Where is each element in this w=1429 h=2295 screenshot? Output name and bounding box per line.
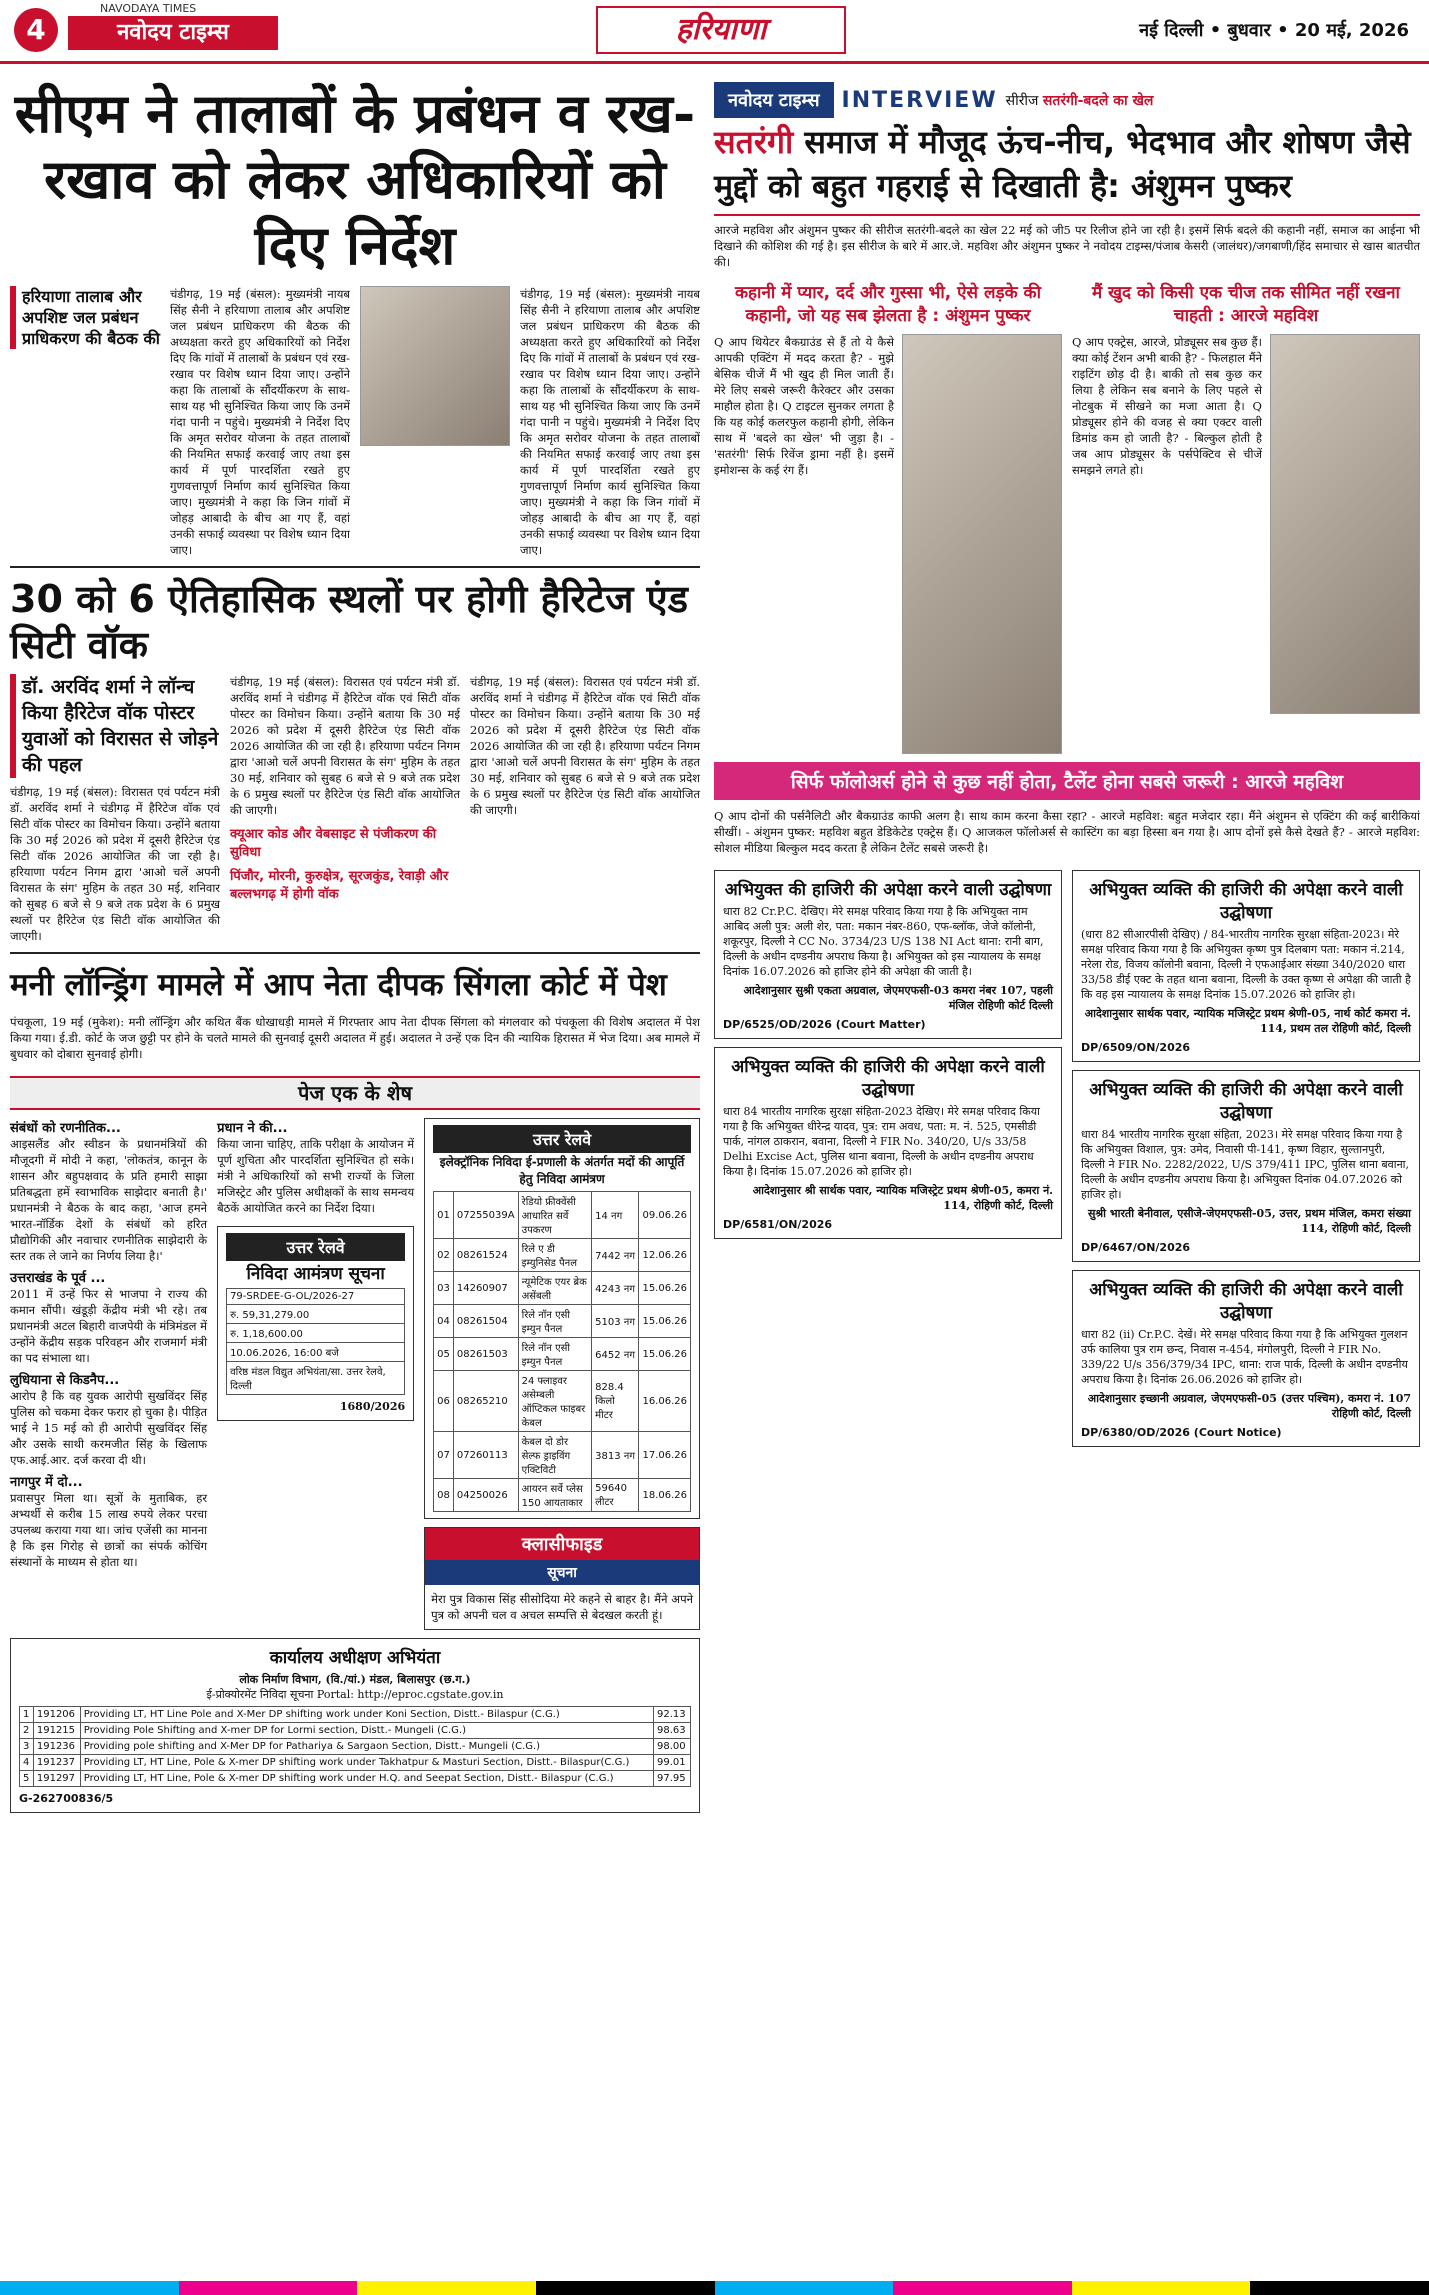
tender-title: निविदा आमंत्रण सूचना (246, 1264, 385, 1284)
court1-sig: आदेशानुसार सार्थक पवार, न्यायिक मजिस्ट्रेट प्रथम श्रेणी-05, नार्थ कोर्ट कमरा नं. 114, प्रथम तल रोहिणी कोर्ट, दिल्ली (1084, 1007, 1411, 1035)
ee-head: कार्यालय अधीक्षण अभियंता (269, 1648, 441, 1668)
cm-photo (360, 286, 510, 446)
interview-series (1006, 91, 1154, 110)
rail-tender-no: 14260907 (453, 1272, 518, 1305)
court5-body: धारा 82 (ii) Cr.P.C. देखें। मेरे समक्ष परिवाद किया गया है कि अभियुक्त गुलशन उर्फ कालिया पुत्र राम छन्द, निवास न-454, मंगोलपुरी, दिल्ली ने FIR No. 339/22 U/s 356/379/34 IPC, थाना: राज पार्क, दिल्ली के अधीन दण्डनीय अपराध किया है। दिनांक 26.06.2026 को हाजिर हो। (1081, 1328, 1408, 1386)
ee-cost: 98.00 (654, 1739, 691, 1755)
qa-bottom: Q आप दोनों की पर्सनैलिटी और बैकग्राउंड काफी अलग है। साथ काम करना कैसा रहा? - आरजे महविश: बहुत मजेदार रहा। मैंने अंशुमन से एक्टिंग की कई बारीकियां सीखीं। - अंशुमन पुष्कर: महविश बहुत डेडिकेटेड एक्ट्रेस हैं। Q आजकल फॉलोअर्स से कास्टिंग का बड़ा हिस्सा बन गया है। आप दोनों इसे कैसे देखते हैं? - आरजे महविश: सोशल मीडिया बिल्कुल मदद करता है लेकिन टैलेंट सबसे जरूरी है। (714, 809, 1420, 855)
rail-desc: रिले नॉन एसी इम्युन पैनल (518, 1338, 592, 1371)
table-row (434, 1371, 691, 1432)
rail-qty: 3813 नग (592, 1432, 639, 1479)
reg-cyan (0, 2281, 179, 2295)
rail-desc: केबल दो डोर सेल्फ ड्राइविंग एक्टिविटी (518, 1432, 592, 1479)
reg-magenta (179, 2281, 358, 2295)
tender-notice (217, 1226, 414, 1421)
ee-work: Providing LT, HT Line, Pole & X-mer DP shifting work under H.Q. and Seepat Section, Distt.- Bilaspur (C.G.) (80, 1771, 653, 1787)
table-row (20, 1739, 691, 1755)
classified-sub: सूचना (425, 1560, 699, 1585)
court-notice-4 (714, 1047, 1062, 1239)
table-row (20, 1771, 691, 1787)
table-row (434, 1239, 691, 1272)
rail-sn: 04 (434, 1305, 454, 1338)
ee-table (19, 1706, 691, 1787)
interview-headline (714, 120, 1420, 216)
rail-tender-no: 07255039A (453, 1192, 518, 1239)
court5-title: अभियुक्त व्यक्ति की हाजिरी की अपेक्षा करने वाली उद्घोषणा (1089, 1280, 1403, 1323)
ee-tender-id: 191236 (33, 1739, 80, 1755)
tender-code: 1680/2026 (339, 1400, 406, 1413)
rail-sn: 02 (434, 1239, 454, 1272)
cont-title-3: लुधियाना से किडनैप... (10, 1373, 120, 1388)
ee-tender-id: 191297 (33, 1771, 80, 1787)
story-heritage-headline: 30 को 6 ऐतिहासिक स्थलों पर होगी हैरिटेज एंड सिटी वॉक (10, 577, 688, 667)
court3-title: अभियुक्त व्यक्ति की हाजिरी की अपेक्षा करने वाली उद्घोषणा (1089, 1080, 1403, 1123)
ee-code: G-262700836/5 (19, 1792, 114, 1805)
right-qa-head-a: मैं खुद को किसी एक चीज तक सीमित नहीं रखना चाहती : (1092, 283, 1400, 326)
registration-marks (0, 2281, 1429, 2295)
ee-cost: 92.13 (654, 1707, 691, 1723)
court2-ref: DP/6525/OD/2026 (Court Matter) (723, 1018, 926, 1031)
court1-body: (धारा 82 सीआरपीसी देखिए) / 84-भारतीय नागरिक सुरक्षा संहिता-2023। मेरे समक्ष परिवाद किया गया है कि अभियुक्त कृष्ण पुत्र दिलबाग पता: मकान नं.214, नरेला रोड, विजय कॉलोनी बवाना, दिल्ली ने एफआईआर संख्या 340/2020 धारा 33/58 डीई एक्ट के तहत थाना बवाना, दिल्ली के उक्त कृष्ण से अपेक्षा की जाती है कि वह इस न्यायालय के समक्ष दिनांक 15.07.2026 को हाजिर हो। (1081, 928, 1411, 1001)
court-notice-3 (1072, 1070, 1420, 1262)
left-qa-head-b: अंशुमन पुष्कर (945, 306, 1031, 326)
story-money-laundering (10, 962, 700, 1062)
reg-magenta (893, 2281, 1072, 2295)
right-qa-body: Q आप एक्ट्रेस, आरजे, प्रोड्यूसर सब कुछ हैं। क्या कोई टेंशन अभी बाकी है? - फिलहाल मैंने राइटिंग छोड़ दी है। बाकी तो सब कुछ कर लिया है लेकिन सब बनाने के लिए पहले से नोटबुक में सीखने का मजा आता है। Q प्रोड्यूसर होने की वजह से क्या एक्टर वाली डिमांड कम हो जाती है? - बिल्कुल होती है जब आप प्रोड्यूसर के पर्सपेक्टिव से चीजें समझने लगते हो। (1072, 335, 1262, 477)
rail-date: 09.06.26 (639, 1192, 691, 1239)
dateline: नई दिल्ली • बुधवार • 20 मई, 2026 (1139, 20, 1409, 41)
story-heritage-body-2: चंडीगढ़, 19 मई (बंसल): विरासत एवं पर्यटन मंत्री डॉ. अरविंद शर्मा ने चंडीगढ़ में हैरिटेज वॉक एवं सिटी वॉक पोस्टर का विमोचन किया। उन्होंने बताया कि 30 मई 2026 को प्रदेश में दूसरी हैरिटेज एंड सिटी वॉक 2026 आयोजित की जा रही है। हरियाणा पर्यटन निगम द्वारा 'आओ चलें अपनी विरासत के संग' मुहिम के तहत 30 मई, शनिवार को सुबह 6 बजे से 9 बजे तक प्रदेश के 6 प्रमुख स्थलों पर हैरिटेज एंड सिटी वॉक आयोजित की जाएगी। (230, 675, 460, 817)
interview-bar (714, 80, 1420, 120)
story-ponds-body: चंडीगढ़, 19 मई (बंसल): मुख्यमंत्री नायब सिंह सैनी ने हरियाणा तालाब और अपशिष्ट जल प्रबंधन प्राधिकरण की बैठक की अध्यक्षता करते हुए अधिकारियों को निर्देश दिए कि गांवों में तालाबों के प्रबंधन एवं रख-रखाव पर विशेष ध्यान दिया जाए। उन्होंने कहा कि तालाबों के सौंदर्यीकरण के साथ-साथ यह भी सुनिश्चित किया जाए कि उनमें गंदा पानी न पहुंचे। मुख्यमंत्री ने निर्देश दिए कि अमृत सरोवर योजना के तहत तालाबों की नियमित सफाई करवाई जाए तथा इस कार्य में पूर्ण पारदर्शिता रखते हुए गुणवत्तापूर्ण निर्माण कार्य सुनिश्चित किया जाए। मुख्यमंत्री ने कहा कि जिन गांवों में जोहड़ आबादी के बीच आ गए हैं, वहां उनकी सफाई व्यवस्था पर विशेष ध्यान दिया जाए। (170, 287, 350, 557)
ee-sn: 4 (20, 1755, 34, 1771)
ee-work: Providing pole shifting and X-Mer DP for Pathariya & Sargaon Section, Distt.- Mungeli (C.G.) (80, 1739, 653, 1755)
court3-sig: सुश्री भारती बेनीवाल, एसीजे-जेएमएफसी-05, उत्तर, प्रथम मंजिल, कमरा संख्या 114, रोहिणी कोर्ट, दिल्ली (1087, 1207, 1411, 1235)
ee-tender-id: 191237 (33, 1755, 80, 1771)
ee-tender-id: 191206 (33, 1707, 80, 1723)
table-row (434, 1432, 691, 1479)
interview-word: INTERVIEW (841, 87, 998, 113)
right-column (714, 80, 1420, 1447)
rail-date: 12.06.26 (639, 1239, 691, 1272)
court-notice-1 (1072, 870, 1420, 1062)
reg-yellow (357, 2281, 536, 2295)
rail-desc: न्यूमेटिक एयर ब्रेक असेंबली (518, 1272, 592, 1305)
divider (10, 952, 700, 954)
actress-photo (1270, 334, 1420, 714)
tender-rail-head: उत्तर रेलवे (226, 1233, 405, 1261)
story-heritage (10, 576, 700, 944)
court5-ref: DP/6380/OD/2026 (Court Notice) (1081, 1426, 1282, 1439)
court2-sig: आदेशानुसार सुश्री एकता अग्रवाल, जेएमएफसी-03 कमरा नंबर 107, पहली मंजिल रोहिणी कोर्ट दिल्ली (743, 984, 1053, 1012)
tender-amount: रु. 59,31,279.00 (227, 1305, 405, 1324)
court4-sig: आदेशानुसार श्री सार्थक पवार, न्यायिक मजिस्ट्रेट प्रथम श्रेणी-05, कमरा नं. 114, रोहिणी कोर्ट, दिल्ली (752, 1184, 1053, 1212)
rail-qty: 5103 नग (592, 1305, 639, 1338)
court4-body: धारा 84 भारतीय नागरिक सुरक्षा संहिता-2023 देखिए। मेरे समक्ष परिवाद किया गया है कि अभियुक्त धीरेन्द्र यादव, पुत्र: राम अवध, पता: म. नं. 525, एमसीडी पार्क, नांगल ठाकरान, बवाना, दिल्ली ने FIR No. 340/20, U/s 33/58 Delhi Excise Act, पुलिस थाना बवाना, दिल्ली के अधीन दण्डनीय अपराध किया है। दिनांक 15.07.2026 को हाजिर हो। (723, 1105, 1040, 1178)
rail-qty: 7442 नग (592, 1239, 639, 1272)
interview-intro: आरजे महविश और अंशुमन पुष्कर की सीरीज सतरंगी-बदले का खेल 22 मई को जी5 पर रिलीज होने जा रही है। इसमें सिर्फ बदले की कहानी नहीं, समाज का आईना भी दिखाने की कोशिश की गई है। इस सीरीज के बारे में आर.जे. महविश और अंशुमन पुष्कर ने नवोदय टाइम्स/पंजाब केसरी (जालंधर)/जगबाणी/हिंद समाचार से खास बातचीत की। (714, 223, 1420, 269)
rail-desc: 24 फ्लाइवर असेम्बली ऑप्टिकल फाइबर केबल (518, 1371, 592, 1432)
rail-desc: रिले नॉन एसी इम्युन पैनल (518, 1305, 592, 1338)
rail-tender-no: 08261504 (453, 1305, 518, 1338)
rail-table (433, 1191, 691, 1512)
series-name: सतरंगी-बदले का खेल (1042, 92, 1154, 109)
actor-photo (902, 334, 1062, 754)
tender-no: 79-SRDEE-G-OL/2026-27 (227, 1289, 405, 1305)
court1-title: अभियुक्त व्यक्ति की हाजिरी की अपेक्षा करने वाली उद्घोषणा (1089, 880, 1403, 923)
rail-tender-no: 07260113 (453, 1432, 518, 1479)
ee-work: Providing LT, HT Line Pole and X-Mer DP shifting work under Koni Section, Distt.- Bilaspur (C.G.) (80, 1707, 653, 1723)
rail-qty: 59640 लीटर (592, 1479, 639, 1512)
reg-cyan (715, 2281, 894, 2295)
table-row (434, 1192, 691, 1239)
ee-cost: 98.63 (654, 1723, 691, 1739)
pink-bar: सिर्फ फॉलोअर्स होने से कुछ नहीं होता, टैलेंट होना सबसे जरूरी : आरजे महविश (714, 762, 1420, 800)
interview-tag: नवोदय टाइम्स (714, 82, 834, 118)
court4-title: अभियुक्त व्यक्ति की हाजिरी की अपेक्षा करने वाली उद्घोषणा (731, 1057, 1045, 1100)
cont-title-5: प्रधान ने की... (217, 1121, 288, 1136)
rail-qty: 14 नग (592, 1192, 639, 1239)
classified-title: क्लासीफाइड (425, 1528, 699, 1560)
rail-desc: रिले ए डी इम्युनिसेड पैनल (518, 1239, 592, 1272)
cont-title-4: नागपुर में दो... (10, 1475, 83, 1490)
story-ml-headline: मनी लॉन्ड्रिंग मामले में आप नेता दीपक सिंगला कोर्ट में पेश (10, 967, 667, 1003)
rail-sn: 08 (434, 1479, 454, 1512)
page-number: 4 (14, 8, 58, 52)
ee-cost: 97.95 (654, 1771, 691, 1787)
court3-body: धारा 84 भारतीय नागरिक सुरक्षा संहिता, 2023। मेरे समक्ष परिवाद किया गया है कि अभियुक्त विशाल, पुत्र: उमेद, निवासी पी-141, कृष्ण विहार, सुल्तानपुरी, दिल्ली ने FIR No. 2282/2022, U/S 379/411 IPC, पुलिस थाना बवाना, दिल्ली के अधीन दण्डनीय अपराध किया है। अभियुक्त दिनांक 04.07.2026 को हाजिर हो। (1081, 1128, 1410, 1201)
left-qa-body: Q आप थियेटर बैकग्राउंड से हैं तो ये कैसे आपकी एक्टिंग में मदद करता है? - मुझे बेसिक चीजें मैं भी खुद ही मिल जाती हैं। मेरे लिए सबसे जरूरी कैरेक्टर और उसका माहौल होता है। Q टाइटल सुनकर लगता है कि यह कोई कलरफुल कहानी होगी, लेकिन साथ में 'बदले का खेल' भी जुड़ा है। - 'सतरंगी' सिर्फ रिवेंज ड्रामा नहीं है। इसमें इमोशन्स के कई रंग हैं। (714, 335, 894, 477)
cont-body-4: प्रवासपुर मिला था। सूत्रों के मुताबिक, हर अभ्यर्थी से करीब 15 लाख रुपये लेकर परचा उपलब्ध कराया गया था। जांच एजेंसी का मानना है कि इस गिरोह से छात्रों का संपर्क कोचिंग संस्थानों के माध्यम से होता था। (10, 1491, 208, 1569)
story-ml-body: पंचकूला, 19 मई (मुकेश): मनी लॉन्ड्रिंग और कथित बैंक धोखाधड़ी मामले में गिरफ्तार आप नेता दीपक सिंगला को मंगलवार को पंचकूला की विशेष अदालत में पेश किया गया। ई.डी. कोर्ट के जज छुट्टी पर होने के चलते मामले की सुनवाई दूसरी अदालत में हुई। अदालत ने उन्हें एक दिन की न्यायिक हिरासत में भेज दिया। अब मामले में बुधवार को दोबारा सुनवाई होगी। (10, 1015, 700, 1061)
story-ponds-kicker: हरियाणा तालाब और अपशिष्ट जल प्रबंधन प्राधिकरण की बैठक की (10, 286, 160, 349)
court-notice-2 (714, 870, 1062, 1039)
story-heritage-body-3: चंडीगढ़, 19 मई (बंसल): विरासत एवं पर्यटन मंत्री डॉ. अरविंद शर्मा ने चंडीगढ़ में हैरिटेज वॉक एवं सिटी वॉक पोस्टर का विमोचन किया। उन्होंने बताया कि 30 मई 2026 को प्रदेश में दूसरी हैरिटेज एंड सिटी वॉक 2026 आयोजित की जा रही है। हरियाणा पर्यटन निगम द्वारा 'आओ चलें अपनी विरासत के संग' मुहिम के तहत 30 मई, शनिवार को सुबह 6 बजे से 9 बजे तक प्रदेश के 6 प्रमुख स्थलों पर हैरिटेज एंड सिटी वॉक आयोजित की जाएगी। (470, 675, 700, 817)
court5-sig: आदेशानुसार इच्छानी अग्रवाल, जेएमएफसी-05 (उत्तर पश्चिम), कमरा नं. 107 रोहिणी कोर्ट, दिल्ली (1087, 1392, 1411, 1420)
story-ponds (10, 80, 700, 558)
rail-desc: आयरन सर्वे प्लेस 150 आयताकार (518, 1479, 592, 1512)
ee-sn: 3 (20, 1739, 34, 1755)
reg-black (536, 2281, 715, 2295)
ee-portal: ई-प्रोक्योरमेंट निविदा सूचना Portal: http://eproc.cgstate.gov.in (206, 1688, 504, 1701)
classified-box (424, 1527, 700, 1630)
classified-text: मेरा पुत्र विकास सिंह सीसोदिया मेरे कहने से बाहर है। मैंने अपने पुत्र को अपनी चल व अचल सम्पत्ति से बेदखल करती हूं। (431, 1592, 693, 1622)
brand-subtitle: NAVODAYA TIMES (100, 2, 197, 15)
continued-band: पेज एक के शेष (10, 1076, 700, 1110)
right-qa-head (1072, 282, 1420, 328)
story-heritage-body: चंडीगढ़, 19 मई (बंसल): विरासत एवं पर्यटन मंत्री डॉ. अरविंद शर्मा ने चंडीगढ़ में हैरिटेज वॉक एवं सिटी वॉक पोस्टर का विमोचन किया। उन्होंने बताया कि 30 मई 2026 को प्रदेश में दूसरी हैरिटेज एंड सिटी वॉक 2026 आयोजित की जा रही है। हरियाणा पर्यटन निगम द्वारा 'आओ चलें अपनी विरासत के संग' मुहिम के तहत 30 मई, शनिवार को सुबह 6 बजे से 9 बजे तक प्रदेश के 6 प्रमुख स्थलों पर हैरिटेज एंड सिटी वॉक आयोजित की जाएगी। (10, 785, 220, 943)
court2-title: अभियुक्त की हाजिरी की अपेक्षा करने वाली उद्घोषणा (724, 880, 1052, 900)
ee-work: Providing Pole Shifting and X-mer DP for Lormi section, Distt.- Mungeli (C.G.) (80, 1723, 653, 1739)
ee-work: Providing LT, HT Line, Pole & X-mer DP shifting work under Takhatpur & Masturi Section, Distt.- Bilaspur(C.G.) (80, 1755, 653, 1771)
rail-notice-head: उत्तर रेलवे (433, 1125, 691, 1153)
rail-tender-no: 04250026 (453, 1479, 518, 1512)
series-label: सीरीज (1005, 92, 1039, 109)
rail-qty: 6452 नग (592, 1338, 639, 1371)
story-ponds-body-cont: चंडीगढ़, 19 मई (बंसल): मुख्यमंत्री नायब सिंह सैनी ने हरियाणा तालाब और अपशिष्ट जल प्रबंधन प्राधिकरण की बैठक की अध्यक्षता करते हुए अधिकारियों को निर्देश दिए कि गांवों में तालाबों के प्रबंधन एवं रख-रखाव पर विशेष ध्यान दिया जाए। उन्होंने कहा कि तालाबों के सौंदर्यीकरण के साथ-साथ यह भी सुनिश्चित किया जाए कि उनमें गंदा पानी न पहुंचे। मुख्यमंत्री ने निर्देश दिए कि अमृत सरोवर योजना के तहत तालाबों की नियमित सफाई करवाई जाए तथा इस कार्य में पूर्ण पारदर्शिता रखते हुए गुणवत्तापूर्ण निर्माण कार्य सुनिश्चित किया जाए। मुख्यमंत्री ने कहा कि जिन गांवों में जोहड़ आबादी के बीच आ गए हैं, वहां उनकी सफाई व्यवस्था पर विशेष ध्यान दिया जाए। (520, 287, 700, 557)
table-row (434, 1305, 691, 1338)
rail-notice-title: इलेक्ट्रॉनिक निविदा ई-प्रणाली के अंतर्गत मदों की आपूर्ति हेतु निविदा आमंत्रण (439, 1155, 685, 1186)
ee-notice (10, 1638, 700, 1813)
story-ponds-headline: सीएम ने तालाबों के प्रबंधन व रख-रखाव को लेकर अधिकारियों को दिए निर्देश (14, 81, 696, 277)
left-qa-head (714, 282, 1062, 328)
cont-body-3: आरोप है कि वह युवक आरोपी सुखविंदर सिंह पुलिस को चकमा देकर फरार हो चुका है। पीड़ित भाई ने 15 मई को ही आरोपी सुखविंदर सिंह और उसके साथी करमजीत सिंह के खिलाफ एफ.आई.आर. दर्ज करवा दी थी। (10, 1389, 208, 1467)
story-heritage-kicker: डॉ. अरविंद शर्मा ने लॉन्च किया हैरिटेज वॉक पोस्टर युवाओं को विरासत से जोड़ने की पहल (10, 674, 220, 778)
court3-ref: DP/6467/ON/2026 (1081, 1241, 1191, 1254)
table-row (434, 1272, 691, 1305)
rail-desc: रेडियो फ्रीक्वेंसी आधारित सर्वे उपकरण (518, 1192, 592, 1239)
rail-sn: 06 (434, 1371, 454, 1432)
rail-sn: 03 (434, 1272, 454, 1305)
left-qa-head-a: कहानी में प्यार, दर्द और गुस्सा भी, ऐसे लड़के की कहानी, जो यह सब झेलता है : (734, 283, 1042, 326)
rail-notice (424, 1118, 700, 1519)
heritage-box-title: क्यूआर कोड और वेबसाइट से पंजीकरण की सुविधा (230, 827, 437, 860)
rail-sn: 01 (434, 1192, 454, 1239)
ee-cost: 99.01 (654, 1755, 691, 1771)
court1-ref: DP/6509/ON/2026 (1081, 1041, 1191, 1054)
rail-sn: 07 (434, 1432, 454, 1479)
rail-date: 18.06.26 (639, 1479, 691, 1512)
right-qa-head-b: आरजे महविश (1230, 306, 1319, 326)
ee-sn: 2 (20, 1723, 34, 1739)
court-notice-5 (1072, 1270, 1420, 1447)
tender-sig: वरिष्ठ मंडल विद्युत अभियंता/सा. उत्तर रेलवे, दिल्ली (227, 1362, 405, 1395)
rail-date: 15.06.26 (639, 1338, 691, 1371)
tender-date: 10.06.2026, 16:00 बजे (227, 1343, 405, 1362)
table-row (20, 1755, 691, 1771)
cont-title-2: उत्तराखंड के पूर्व ... (10, 1271, 106, 1286)
rail-date: 17.06.26 (639, 1432, 691, 1479)
heritage-cities: पिंजौर, मोरनी, कुरुक्षेत्र, सूरजकुंड, रेवाड़ी और बल्लभगढ़ में होगी वॉक (230, 869, 449, 902)
court2-body: धारा 82 Cr.P.C. देखिए। मेरे समक्ष परिवाद किया गया है कि अभियुक्त नाम आबिद अली पुत्र: अली शेर, पता: मकान नंबर-860, एफ-ब्लॉक, जेजे कॉलोनी, शकूरपुर, दिल्ली ने CC No. 3734/23 U/S 138 NI Act थाना: रानी बाग, दिल्ली के अधीन दण्डनीय अपराध किया है। अभियुक्त को इस न्यायालय के समक्ष दिनांक 16.07.2026 को हाजिर होने की अपेक्षा की जाती है। (723, 905, 1044, 978)
cont-title-1: संबंधों को रणनीतिक... (10, 1121, 121, 1136)
table-row (434, 1338, 691, 1371)
section-title: हरियाणा (596, 6, 846, 54)
reg-black (1250, 2281, 1429, 2295)
table-row (20, 1707, 691, 1723)
cont-body-1: आइसलैंड और स्वीडन के प्रधानमंत्रियों की मौजूदगी में मोदी ने कहा, 'लोकतंत्र, कानून के शासन और बहुपक्षवाद के प्रति हमारी साझा प्रतिबद्धता हमें स्वाभाविक साझेदार बनाती है।' प्रधानमंत्री ने बैठक के बाद कहा, 'आज हमने भारत-नॉर्डिक देशों के संबंधों को हरित प्रौद्योगिकी और नवाचार रणनीतिक साझेदारी के स्तर तक ले जाने का निर्णय लिया है।' (10, 1137, 208, 1263)
rail-sn: 05 (434, 1338, 454, 1371)
ee-sn: 5 (20, 1771, 34, 1787)
court4-ref: DP/6581/ON/2026 (723, 1218, 833, 1231)
reg-yellow (1072, 2281, 1251, 2295)
rail-tender-no: 08261503 (453, 1338, 518, 1371)
rail-date: 15.06.26 (639, 1305, 691, 1338)
table-row (20, 1723, 691, 1739)
interview-headline-rest: समाज में मौजूद ऊंच-नीच, भेदभाव और शोषण जैसे मुद्दों को बहुत गहराई से दिखाती है: अंशुमन पुष्कर (714, 123, 1411, 205)
tender-earnest: रु. 1,18,600.00 (227, 1324, 405, 1343)
tender-table (226, 1288, 405, 1395)
ee-sub: लोक निर्माण विभाग, (वि./यां.) मंडल, बिलासपुर (छ.ग.) (239, 1673, 471, 1686)
interview-headline-hl: सतरंगी (714, 123, 794, 161)
cont-body-5: किया जाना चाहिए, ताकि परीक्षा के आयोजन में पूर्ण शुचिता और पारदर्शिता सुनिश्चित हो सके। मंत्री ने अधिकारियों को सभी राज्यों के जिला मजिस्ट्रेट और पुलिस अधीक्षकों के साथ समन्वय बैठकें आयोजित करने का निर्देश दिया। (217, 1137, 415, 1215)
ee-sn: 1 (20, 1707, 34, 1723)
cont-body-2: 2011 में उन्हें फिर से भाजपा ने राज्य की कमान सौंपी। खंडूड़ी केंद्रीय मंत्री भी रहे। तब प्रधानमंत्री अटल बिहारी वाजपेयी के मंत्रिमंडल में उन्होंने केंद्रीय सड़क परिवहन और राजमार्ग मंत्री का पद संभाला था। (10, 1287, 208, 1365)
masthead (0, 0, 1429, 64)
ee-tender-id: 191215 (33, 1723, 80, 1739)
divider (10, 566, 700, 568)
rail-date: 16.06.26 (639, 1371, 691, 1432)
table-row (434, 1479, 691, 1512)
rail-tender-no: 08265210 (453, 1371, 518, 1432)
rail-date: 15.06.26 (639, 1272, 691, 1305)
brand-logo: नवोदय टाइम्स (68, 16, 278, 50)
rail-tender-no: 08261524 (453, 1239, 518, 1272)
rail-qty: 828.4 किलो मीटर (592, 1371, 639, 1432)
rail-qty: 4243 नग (592, 1272, 639, 1305)
left-column (10, 80, 700, 1813)
